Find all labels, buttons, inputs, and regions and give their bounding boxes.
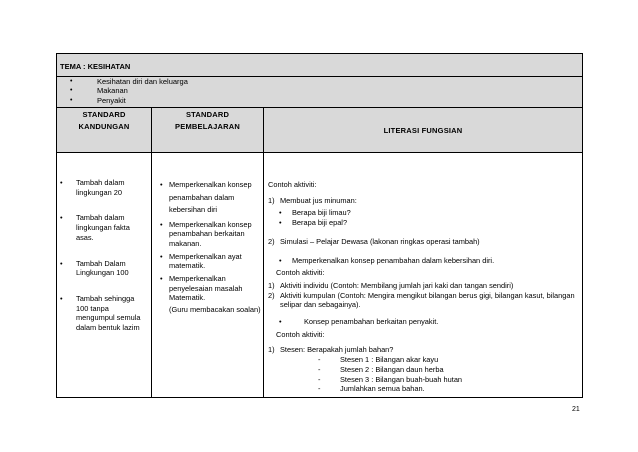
header-standard-kandungan [57,108,152,153]
numbered-item [268,345,578,355]
item-text: Stesen: Berapakah jumlah bahan? [280,345,394,355]
numbered-item [268,196,578,206]
pembelajaran-item: • Memperkenalkan penyelesaian masalah Matematik. [152,274,263,303]
topic-item: • Penyakit [57,96,582,105]
kandungan-item: • Tambah dalam lingkungan fakta asas. [57,213,151,242]
dash-item: - Stesen 2 : Bilangan daun herba [268,365,578,375]
pembelajaran-item: • Memperkenalkan ayat matematik. [152,252,263,271]
item-number: 1) [268,195,275,205]
dash-item: - Stesen 3 : Bilangan buah-buah hutan [268,375,578,385]
header-line: KANDUNGAN [78,122,130,131]
item-text: Simulasi – Pelajar Dewasa (lakonan ringkas operasi tambah) [280,236,480,246]
item-number: 1) [268,280,275,290]
header-row [57,108,583,153]
kandungan-item: • Tambah Dalam Lingkungan 100 [57,259,151,278]
contoh-aktiviti-label: Contoh aktiviti: [276,329,325,339]
numbered-item [268,237,578,247]
bullet-item: • Memperkenalkan konsep penambahan dalam kebersihan diri. [268,256,578,266]
topics-list [57,77,582,105]
header-label: LITERASI FUNGSIAN [383,125,463,135]
tema-title: TEMA : KESIHATAN [60,61,131,71]
literasi-cell [264,153,583,398]
header-line: PEMBELAJARAN [175,122,240,131]
pembelajaran-cell [152,153,264,398]
item-number: 2) [268,290,275,300]
header-standard-pembelajaran [152,108,264,153]
dash-item: - Stesen 1 : Bilangan akar kayu [268,355,578,365]
contoh-aktiviti-label: Contoh aktiviti: [276,268,325,278]
item-text: Aktiviti individu (Contoh: Membilang jumlah jari kaki dan tangan sendiri) [280,280,514,290]
bullet-item: • Berapa biji limau? [268,208,578,218]
pembelajaran-item: • Memperkenalkan konsep penambahan berkaitan makanan. [152,220,263,249]
pembelajaran-note: (Guru membacakan soalan) [169,305,261,315]
tema-cell [57,54,583,77]
header-line: STANDARD [185,110,230,119]
bullet-item: • Konsep penambahan berkaitan penyakit. [268,317,578,327]
topics-row [57,77,583,108]
header-line: STANDARD [82,110,126,119]
kandungan-list [57,178,151,333]
topic-item: • Kesihatan diri dan keluarga [57,77,582,86]
header-literasi-fungsian [264,108,583,153]
page-number: 21 [572,406,580,413]
numbered-item [268,281,578,291]
item-text: Aktiviti kumpulan (Contoh: Mengira mengikut bilangan berus gigi, bilangan kasut, bilangan selipar dan sebagainya). [280,290,575,310]
bullet-item: • Berapa biji epal? [268,218,578,228]
contoh-aktiviti-label: Contoh aktiviti: [268,180,317,189]
item-number: 2) [268,236,275,246]
item-text: Membuat jus minuman: [280,195,357,205]
lesson-plan-table [56,53,583,398]
kandungan-item: • Tambah sehingga 100 tanpa mengumpul semula dalam bentuk lazim [57,294,151,333]
pembelajaran-list [152,179,263,303]
kandungan-item: • Tambah dalam lingkungan 20 [57,178,151,197]
content-row [57,153,583,398]
item-number: 1) [268,345,275,355]
kandungan-cell [57,153,152,398]
topic-item: • Makanan [57,86,582,95]
tema-row [57,54,583,77]
dash-item: - Jumlahkan semua bahan. [268,384,578,394]
topics-cell [57,77,583,108]
pembelajaran-item: • Memperkenalkan konsep penambahan dalam kebersihan diri [152,179,263,217]
numbered-item [268,291,578,310]
